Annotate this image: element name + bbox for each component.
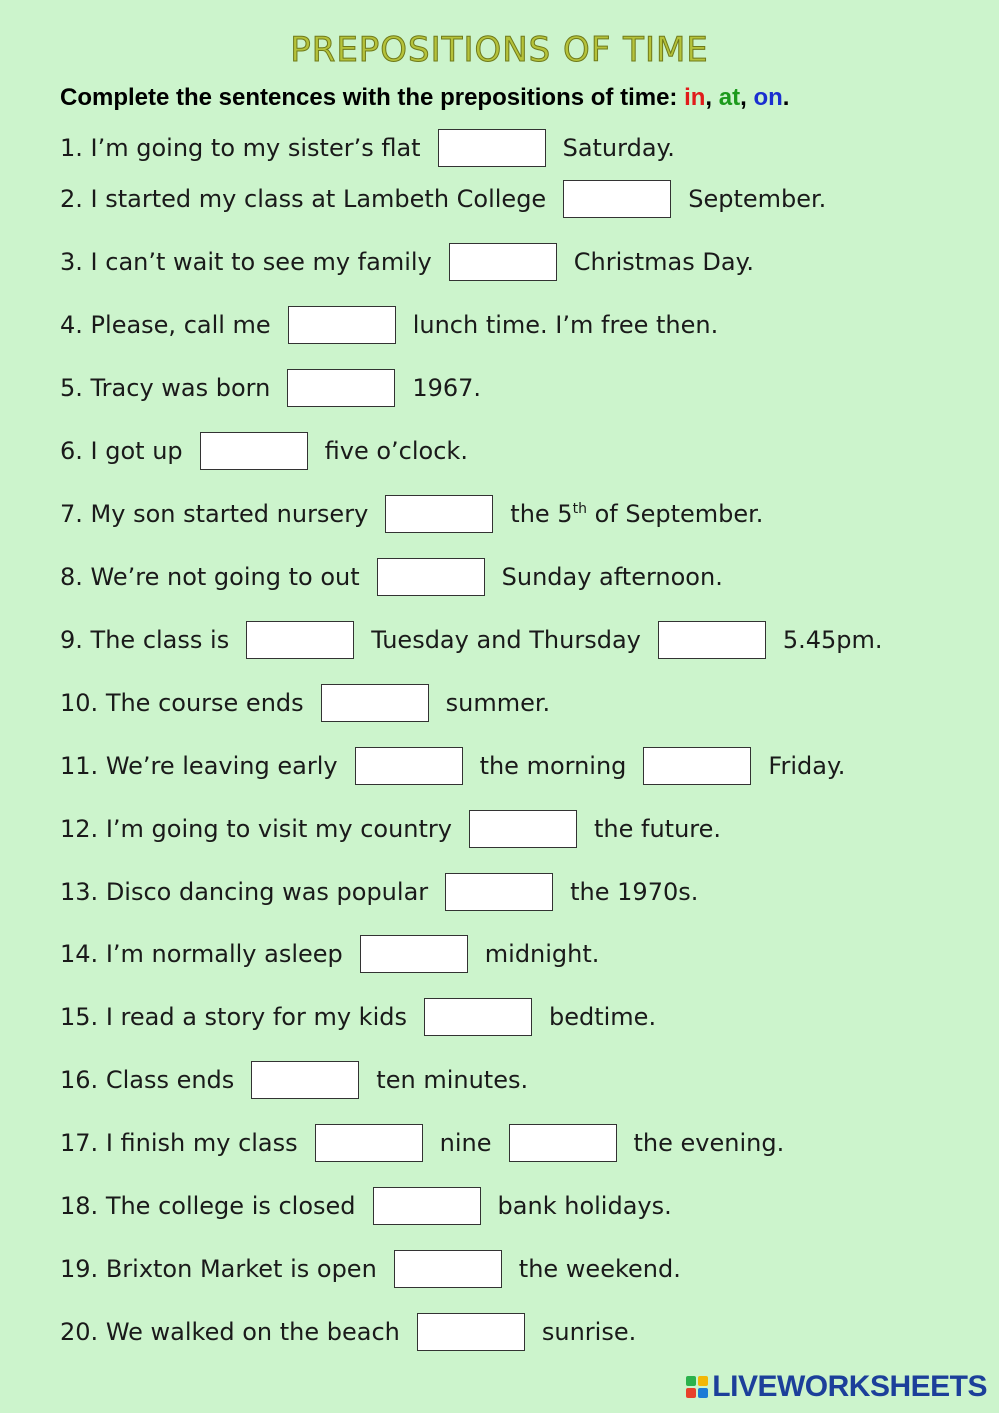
sentence-text: I started my class at Lambeth College <box>90 185 547 213</box>
sentence-row-3 <box>60 242 754 282</box>
sentence-text: five o’clock. <box>324 437 468 465</box>
sentence-text: nine <box>439 1129 492 1157</box>
sentence-text: the 1970s. <box>570 878 699 906</box>
sentence-row-12 <box>60 809 721 849</box>
sentence-number: 14. <box>60 940 99 968</box>
answer-box-17a[interactable] <box>315 1124 423 1162</box>
sentence-number: 11. <box>60 752 99 780</box>
sentence-number: 2. <box>60 185 83 213</box>
sentence-number: 13. <box>60 878 99 906</box>
sentence-number: 19. <box>60 1255 99 1283</box>
sentence-text: I can’t wait to see my family <box>90 248 432 276</box>
sentence-row-16 <box>60 1060 528 1100</box>
sentence-text: 1967. <box>412 374 482 402</box>
sentence-text: The college is closed <box>105 1192 356 1220</box>
sentence-number: 5. <box>60 374 83 402</box>
sentence-number: 17. <box>60 1129 99 1157</box>
sentence-number: 18. <box>60 1192 99 1220</box>
sentence-number: 1. <box>60 134 83 162</box>
sentence-row-6 <box>60 431 468 471</box>
answer-box-14[interactable] <box>360 935 468 973</box>
answer-box-7[interactable] <box>385 495 493 533</box>
sentence-text: My son started nursery <box>90 500 369 528</box>
instructions-text: Complete the sentences with the prepositions of time: <box>60 84 685 111</box>
answer-box-8[interactable] <box>377 558 485 596</box>
sentence-row-19 <box>60 1249 681 1289</box>
answer-box-2[interactable] <box>563 180 671 218</box>
sentence-row-4 <box>60 305 718 345</box>
page-title: PREPOSITIONS OF TIME <box>290 30 709 70</box>
answer-box-9b[interactable] <box>658 621 766 659</box>
sentence-text: I’m normally asleep <box>105 940 343 968</box>
sentence-text: Please, call me <box>90 311 271 339</box>
answer-box-5[interactable] <box>287 369 395 407</box>
sentence-text: Sunday afternoon. <box>501 563 723 591</box>
sentence-row-2 <box>60 179 826 219</box>
sentence-row-10 <box>60 683 550 723</box>
sentence-text: We walked on the beach <box>105 1318 400 1346</box>
answer-box-13[interactable] <box>445 873 553 911</box>
liveworksheets-logo[interactable] <box>686 1370 987 1404</box>
sentence-text: the evening. <box>633 1129 785 1157</box>
preposition-at: at <box>718 84 741 111</box>
sentence-number: 15. <box>60 1003 99 1031</box>
sentence-number: 9. <box>60 626 83 654</box>
logo-text: LIVEWORKSHEETS <box>712 1370 987 1403</box>
sentence-text: Tuesday and Thursday <box>371 626 641 654</box>
sentence-text: midnight. <box>484 940 600 968</box>
sentence-number: 8. <box>60 563 83 591</box>
text-part: the 5 <box>510 500 573 528</box>
sentence-row-1 <box>60 128 675 168</box>
sentence-number: 4. <box>60 311 83 339</box>
sentence-text: We’re not going to out <box>90 563 360 591</box>
answer-box-20[interactable] <box>417 1313 525 1351</box>
sentence-text: I finish my class <box>105 1129 298 1157</box>
answer-box-10[interactable] <box>321 684 429 722</box>
sentence-text: Saturday. <box>562 134 675 162</box>
answer-box-11a[interactable] <box>355 747 463 785</box>
separator: , <box>705 84 719 111</box>
sentence-row-14 <box>60 934 599 974</box>
sentence-row-9 <box>60 620 883 660</box>
sentence-number: 3. <box>60 248 83 276</box>
answer-box-19[interactable] <box>394 1250 502 1288</box>
sentence-text <box>510 500 763 528</box>
sentence-row-18 <box>60 1186 672 1226</box>
sentence-number: 12. <box>60 815 99 843</box>
sentence-text: summer. <box>445 689 551 717</box>
instructions-end: . <box>782 84 790 111</box>
sentence-text: I got up <box>90 437 183 465</box>
sentence-row-8 <box>60 557 723 597</box>
sentence-text: September. <box>688 185 827 213</box>
sentence-text: The course ends <box>105 689 304 717</box>
sentence-row-17 <box>60 1123 784 1163</box>
sentence-number: 16. <box>60 1066 99 1094</box>
sentence-text: We’re leaving early <box>105 752 338 780</box>
sentence-row-11 <box>60 746 845 786</box>
sentence-text: The class is <box>90 626 230 654</box>
answer-box-6[interactable] <box>200 432 308 470</box>
sentence-text: the weekend. <box>518 1255 681 1283</box>
sentence-text: Friday. <box>768 752 846 780</box>
preposition-in: in <box>684 84 706 111</box>
answer-box-17b[interactable] <box>509 1124 617 1162</box>
sentence-row-7 <box>60 494 763 534</box>
sentence-text: Disco dancing was popular <box>105 878 429 906</box>
sentence-row-13 <box>60 872 698 912</box>
sentence-text: I’m going to visit my country <box>105 815 452 843</box>
sentence-text: I read a story for my kids <box>105 1003 407 1031</box>
sentence-number: 10. <box>60 689 99 717</box>
sentence-text: bedtime. <box>548 1003 657 1031</box>
sentence-row-15 <box>60 997 656 1037</box>
sentence-text: the future. <box>593 815 722 843</box>
answer-box-18[interactable] <box>373 1187 481 1225</box>
sentence-text: I’m going to my sister’s flat <box>90 134 421 162</box>
answer-box-15[interactable] <box>424 998 532 1036</box>
answer-box-4[interactable] <box>288 306 396 344</box>
sentence-text: ten minutes. <box>376 1066 529 1094</box>
answer-box-16[interactable] <box>251 1061 359 1099</box>
answer-box-3[interactable] <box>449 243 557 281</box>
ordinal-suffix: th <box>572 501 587 517</box>
sentence-text: Class ends <box>105 1066 235 1094</box>
sentence-text: Christmas Day. <box>573 248 754 276</box>
sentence-text: bank holidays. <box>497 1192 672 1220</box>
preposition-on: on <box>753 84 783 111</box>
sentence-text: 5.45pm. <box>782 626 883 654</box>
sentence-number: 20. <box>60 1318 99 1346</box>
separator: , <box>740 84 754 111</box>
text-part: of September. <box>586 500 764 528</box>
sentence-text: sunrise. <box>541 1318 637 1346</box>
liveworksheets-logo-icon <box>686 1376 708 1398</box>
answer-box-9a[interactable] <box>246 621 354 659</box>
sentence-number: 6. <box>60 437 83 465</box>
sentence-text: lunch time. I’m free then. <box>412 311 719 339</box>
instructions <box>60 84 789 112</box>
answer-box-11b[interactable] <box>643 747 751 785</box>
sentence-number: 7. <box>60 500 83 528</box>
sentence-text: Brixton Market is open <box>105 1255 377 1283</box>
answer-box-1[interactable] <box>438 129 546 167</box>
sentence-row-20 <box>60 1312 636 1352</box>
sentence-text: Tracy was born <box>90 374 271 402</box>
answer-box-12[interactable] <box>469 810 577 848</box>
sentence-text: the morning <box>479 752 627 780</box>
sentence-row-5 <box>60 368 481 408</box>
